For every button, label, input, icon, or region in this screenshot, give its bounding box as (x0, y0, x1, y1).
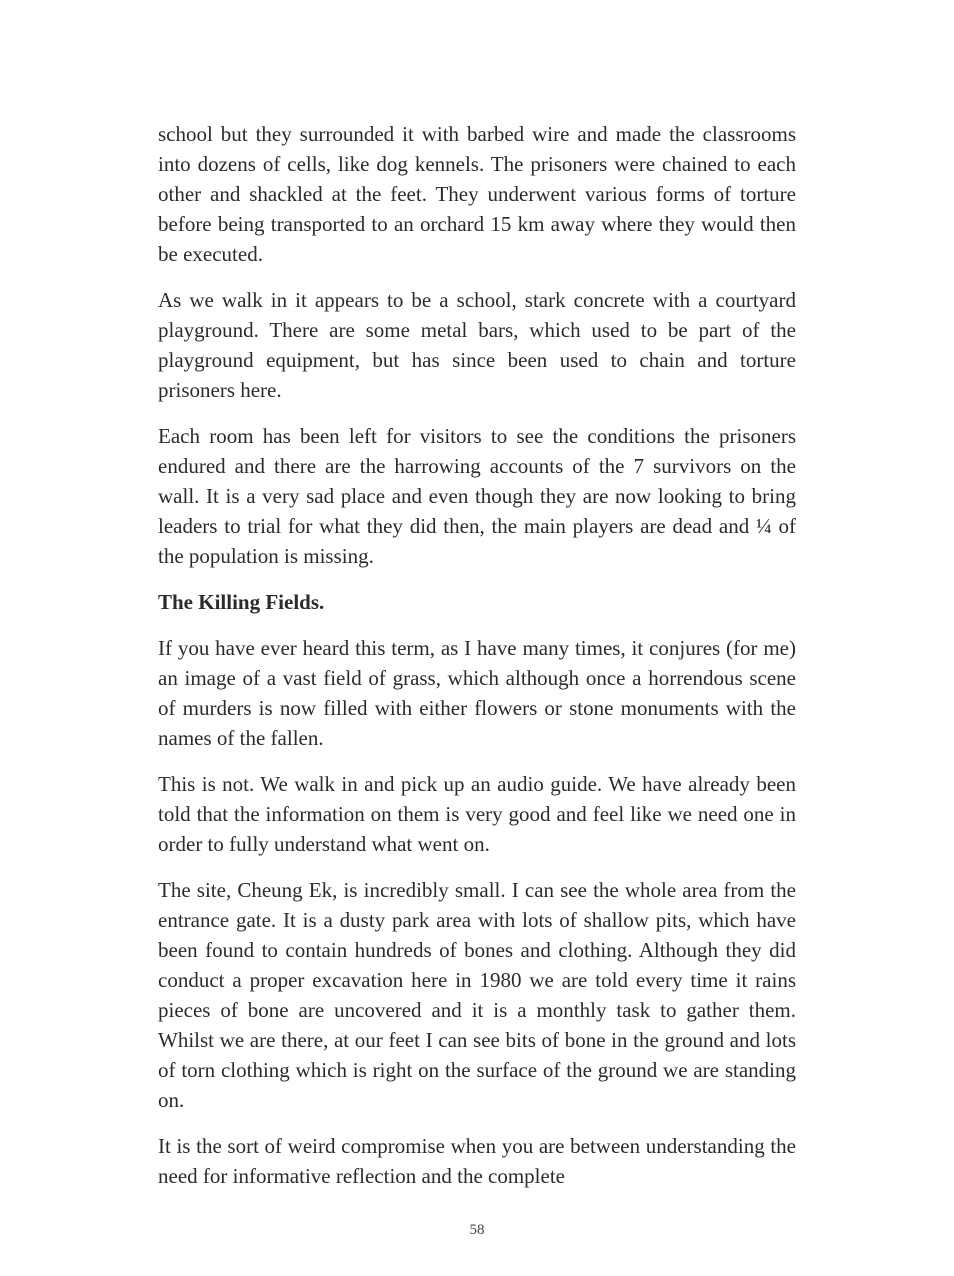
paragraph: As we walk in it appears to be a school, stark concrete with a courtyard playground. There are some metal bars, which used to be part of the playground equipment, but has since been used to chain and torture prisoners here. (158, 288, 796, 402)
page-body (158, 119, 796, 1207)
paragraph: This is not. We walk in and pick up an audio guide. We have already been told that the information on them is very good and feel like we need one in order to fully understand what went on. (158, 772, 796, 856)
paragraph: The site, Cheung Ek, is incredibly small. I can see the whole area from the entrance gate. It is a dusty park area with lots of shallow pits, which have been found to contain hundreds of bones and clothing. Although they did conduct a proper excavation here in 1980 we are told every time it rains pieces of bone are uncovered and it is a monthly task to gather them. Whilst we are there, at our feet I can see bits of bone in the ground and lots of torn clothing which is right on the surface of the ground we are standing on. (158, 878, 796, 1112)
paragraph: school but they surrounded it with barbed wire and made the classrooms into dozens of cells, like dog kennels. The prisoners were chained to each other and shackled at the feet. They underwent various forms of torture before being transported to an orchard 15 km away where they would then be executed. (158, 122, 796, 266)
page-number: 58 (469, 1222, 485, 1238)
paragraph: If you have ever heard this term, as I have many times, it conjures (for me) an image of a vast field of grass, which although once a horrendous scene of murders is now filled with either flowers or stone monuments with the names of the fallen. (158, 636, 796, 750)
paragraph: Each room has been left for visitors to see the conditions the prisoners endured and there are the harrowing accounts of the 7 survivors on the wall. It is a very sad place and even though they are now looking to bring leaders to trial for what they did then, the main players are dead and ¼ of the population is missing. (158, 424, 796, 568)
paragraph: It is the sort of weird compromise when you are between understanding the need for informative reflection and the complete (158, 1134, 796, 1188)
section-heading: The Killing Fields. (158, 590, 325, 614)
